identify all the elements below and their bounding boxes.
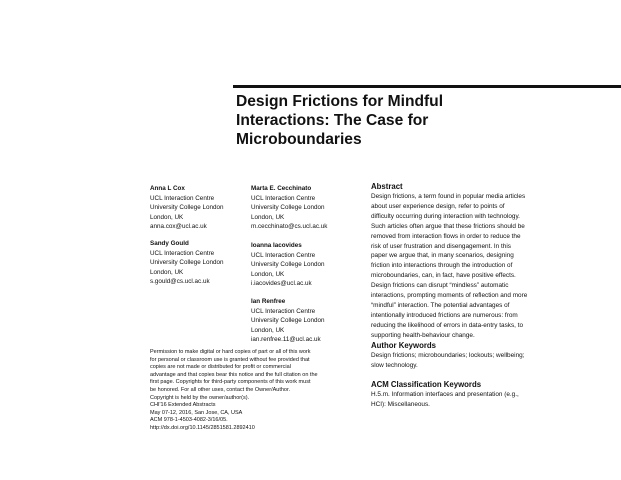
permission-line: May 07-12, 2016, San Jose, CA, USA [150, 409, 243, 416]
author-location: London, UK [150, 213, 184, 221]
author-email: ian.renfree.11@ucl.ac.uk [251, 336, 321, 344]
keywords-line: slow technology. [371, 361, 418, 369]
abstract-text [371, 192, 571, 341]
abstract-line: intentionally introduced frictions are numerous: from [371, 311, 518, 319]
author-institution: University College London [251, 204, 325, 212]
author-keywords-text [371, 351, 571, 371]
permission-line: for personal or classroom use is granted without fee provided that [150, 356, 310, 363]
abstract-line: “mindful” interaction. The potential advantages of [371, 301, 510, 309]
author-email: anna.cox@ucl.ac.uk [150, 223, 207, 231]
abstract-heading: Abstract [371, 182, 403, 191]
author-affiliation: UCL Interaction Centre [150, 249, 215, 257]
author-affiliation: UCL Interaction Centre [251, 307, 316, 315]
abstract-line: microboundaries, can, in fact, have positive effects. [371, 272, 516, 280]
acm-keywords-heading: ACM Classification Keywords [371, 380, 482, 389]
abstract-line: Design frictions can disrupt “mindless” automatic [371, 282, 509, 290]
title-line: Microboundaries [236, 131, 362, 148]
abstract-line: supporting health-behaviour change. [371, 331, 475, 339]
author-location: London, UK [150, 268, 184, 276]
author-keywords-section [371, 341, 571, 371]
author-affiliation: UCL Interaction Centre [150, 194, 215, 202]
permission-line: ACM 978-1-4503-4082-3/16/05. [150, 417, 228, 424]
author-affiliation: UCL Interaction Centre [251, 251, 316, 259]
acm-line: H.5.m. Information interfaces and presentation (e.g., [371, 391, 519, 398]
author-name: Ian Renfree [251, 298, 286, 305]
permission-line: copies are not made or distributed for profit or commercial [150, 364, 291, 371]
author-block [150, 184, 224, 232]
permission-line: advantage and that copies bear this notice and the full citation on the [150, 371, 318, 378]
abstract-line: about user experience design, refer to points of [371, 202, 505, 210]
author-location: London, UK [251, 326, 285, 334]
permission-line: first page. Copyrights for third-party components of this work must [150, 379, 311, 386]
author-name: Sandy Gould [150, 240, 189, 247]
acm-keywords-section [371, 380, 571, 410]
title-line: Interactions: The Case for [236, 112, 429, 129]
title-line: Design Frictions for Mindful [236, 93, 444, 110]
author-block [150, 239, 224, 287]
permission-line: be honored. For all other uses, contact the Owner/Author. [150, 386, 291, 393]
abstract-line: interactions, prompting moments of reflection and more [371, 292, 528, 300]
acm-line: HCI): Miscellaneous. [371, 400, 430, 408]
abstract-line: difficulty occurring during interaction with technology. [371, 212, 520, 220]
author-block [251, 184, 327, 232]
author-location: London, UK [251, 213, 285, 221]
doi-link[interactable]: http://dx.doi.org/10.1145/2851581.2892410 [150, 424, 255, 431]
author-location: London, UK [251, 270, 285, 278]
abstract-line: Design frictions, a term found in popular media articles [371, 193, 526, 200]
abstract-line: removed from interaction flows in order to reduce the [371, 232, 521, 240]
permission-notice [150, 349, 345, 433]
author-email: m.cecchinato@cs.ucl.ac.uk [251, 223, 328, 231]
author-name: Ioanna Iacovides [251, 242, 302, 249]
author-block [251, 297, 325, 345]
author-email: s.gould@cs.ucl.ac.uk [150, 278, 210, 286]
permission-line: CHI'16 Extended Abstracts [150, 402, 216, 409]
author-block [251, 241, 325, 289]
author-name: Anna L Cox [150, 185, 185, 192]
author-institution: University College London [150, 259, 224, 267]
author-institution: University College London [251, 261, 325, 269]
abstract-section [371, 182, 571, 341]
paper-title [236, 92, 536, 149]
abstract-line: risk of user frustration and disengagement. In this [371, 242, 511, 250]
author-institution: University College London [150, 204, 224, 212]
keywords-line: Design frictions; microboundaries; lockouts; wellbeing; [371, 352, 525, 359]
abstract-line: friction into interactions through the introduction of [371, 262, 513, 270]
author-institution: University College London [251, 317, 325, 325]
author-email: i.iacovides@ucl.ac.uk [251, 280, 312, 288]
permission-line: Copyright is held by the owner/author(s). [150, 394, 250, 401]
author-keywords-heading: Author Keywords [371, 341, 436, 350]
abstract-line: paper we argue that, in many scenarios, designing [371, 252, 514, 260]
author-name: Marta E. Cecchinato [251, 185, 312, 192]
acm-keywords-text [371, 390, 571, 410]
abstract-line: reducing the likelihood of errors in data-entry tasks, to [371, 321, 524, 329]
author-affiliation: UCL Interaction Centre [251, 194, 316, 202]
permission-line: Permission to make digital or hard copies of part or all of this work [150, 349, 311, 355]
abstract-line: Such articles often argue that these frictions should be [371, 222, 525, 230]
title-rule [233, 85, 621, 88]
